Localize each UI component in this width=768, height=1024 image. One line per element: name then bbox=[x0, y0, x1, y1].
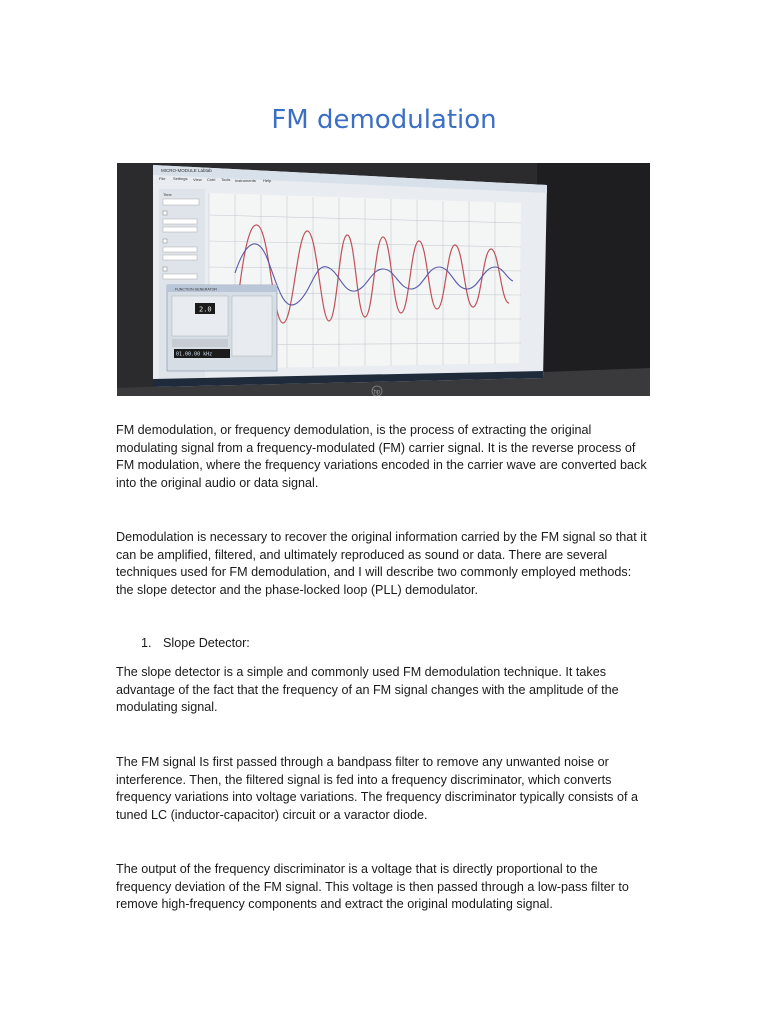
photo-panel-label: Time bbox=[163, 192, 172, 197]
list-label: Slope Detector: bbox=[163, 636, 250, 650]
paragraph-2 bbox=[116, 529, 652, 599]
paragraph-5 bbox=[116, 861, 652, 914]
photo-menu-1: Settings bbox=[173, 176, 188, 181]
paragraph-4 bbox=[116, 754, 652, 824]
oscilloscope-photo-drawing bbox=[117, 163, 650, 396]
photo-sub-window-title: FUNCTION GENERATOR bbox=[175, 287, 217, 292]
photo-menu-2: View bbox=[193, 177, 202, 182]
photo-menu-6: Help bbox=[263, 178, 272, 183]
photo-readout: 2.0 bbox=[199, 305, 212, 314]
oscilloscope-photo bbox=[117, 163, 650, 396]
photo-menu-5: Instruments bbox=[235, 178, 256, 183]
photo-menu-3: Cntrl bbox=[207, 177, 216, 182]
paragraph-1 bbox=[116, 422, 652, 492]
paragraph-text: The FM signal Is first passed through a bandpass filter to remove any unwanted noise or interference. Then, the filtered signal is fed into a frequency discriminator, which converts frequency variations into voltage variations. The frequency discriminator typically consists of a tuned LC (inductor-capacitor) circuit or a varactor diode. bbox=[116, 755, 638, 822]
photo-brand-logo: hp bbox=[373, 389, 381, 396]
paragraph-3 bbox=[116, 664, 652, 717]
document-title: FM demodulation bbox=[271, 105, 497, 136]
paragraph-text: Demodulation is necessary to recover the original information carried by the FM signal so that it can be amplified, filtered, and ultimately reproduced as sound or data. There are several techniques used for FM demodulation, and I will describe two commonly employed methods: the slope detector and the phase-locked loop (PLL) demodulator. bbox=[116, 530, 647, 597]
photo-counter: 01.00.00 kHz bbox=[176, 351, 213, 358]
photo-menu-0: File bbox=[159, 176, 166, 181]
list-number: 1. bbox=[141, 636, 152, 650]
paragraph-text: The slope detector is a simple and commonly used FM demodulation technique. It takes advantage of the fact that the frequency of an FM signal changes with the amplitude of the modulating signal. bbox=[116, 665, 619, 715]
paragraph-text: The output of the frequency discriminator is a voltage that is directly proportional to the frequency deviation of the FM signal. This voltage is then passed through a low-pass filter to remove high-frequency components and extract the original modulating signal. bbox=[116, 862, 629, 912]
photo-window-title: MICRO-MODULE Labtab bbox=[161, 168, 212, 173]
paragraph-text: FM demodulation, or frequency demodulation, is the process of extracting the original modulating signal from a frequency-modulated (FM) carrier signal. It is the reverse process of FM modulation, where the frequency variations encoded in the carrier wave are converted back into the original audio or data signal. bbox=[116, 423, 647, 490]
list-item-slope-detector bbox=[141, 636, 250, 650]
photo-menu-4: Tools bbox=[221, 177, 231, 182]
